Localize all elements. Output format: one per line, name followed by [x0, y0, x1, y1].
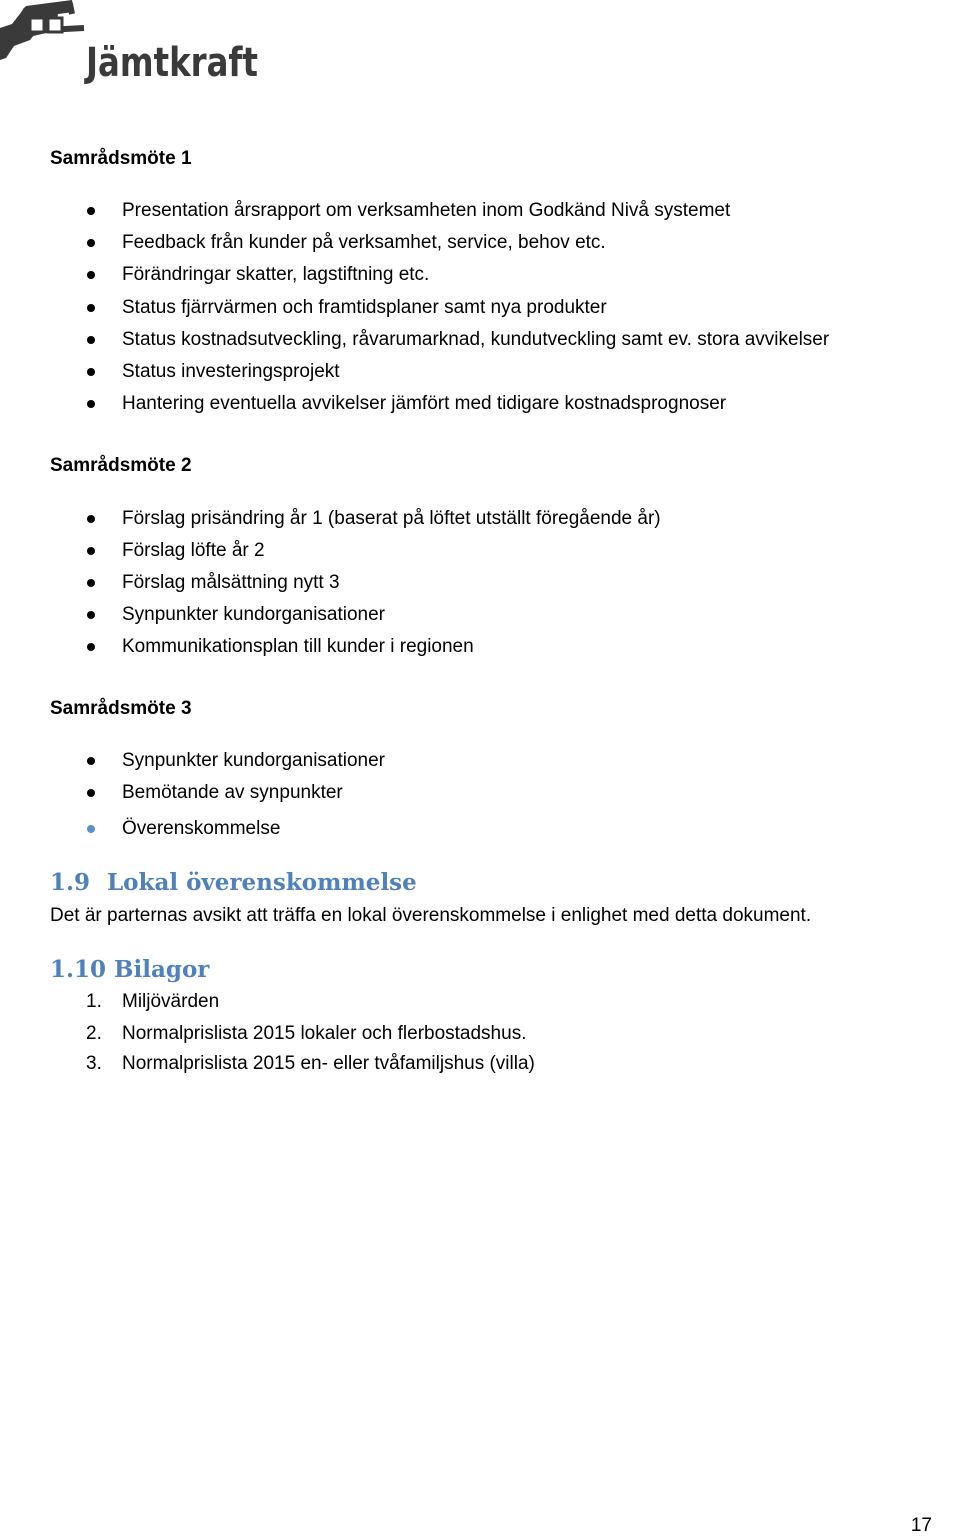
list-item: Status kostnadsutveckling, råvarumarknad, kundutveckling samt ev. stora avvikelser	[122, 329, 830, 350]
list-item: Bemötande av synpunkter	[122, 782, 343, 803]
list-item: Överenskommelse	[122, 818, 281, 839]
list-item: Status fjärrvärmen och framtidsplaner samt nya produkter	[122, 297, 607, 318]
list-item: Förändringar skatter, lagstiftning etc.	[122, 264, 430, 285]
bullet-icon	[87, 643, 95, 651]
bullet-icon	[87, 304, 95, 312]
list-item: Normalprislista 2015 lokaler och flerbostadshus.	[122, 1023, 527, 1044]
section-1-10-heading	[50, 957, 209, 983]
meeting-1-title: Samrådsmöte 1	[50, 148, 192, 169]
section-1-9-heading	[50, 870, 417, 896]
list-item: Förslag målsättning nytt 3	[122, 572, 340, 593]
list-item: Synpunkter kundorganisationer	[122, 750, 386, 771]
jamtkraft-logo	[0, 0, 262, 86]
section-title: Bilagor	[114, 956, 210, 983]
section-title: Lokal överenskommelse	[107, 869, 417, 896]
list-number: 2.	[86, 1023, 102, 1044]
list-item: Presentation årsrapport om verksamheten inom Godkänd Nivå systemet	[122, 200, 731, 221]
bullet-icon	[87, 547, 95, 555]
list-number: 1.	[86, 991, 102, 1012]
list-number: 3.	[86, 1053, 102, 1074]
bullet-icon	[87, 789, 95, 797]
bullet-icon	[87, 336, 95, 344]
bullet-icon	[87, 271, 95, 279]
list-item: Synpunkter kundorganisationer	[122, 604, 386, 625]
bullet-icon	[87, 825, 95, 833]
list-item: Förslag löfte år 2	[122, 540, 265, 561]
list-item: Status investeringsprojekt	[122, 361, 340, 382]
section-number: 1.10	[50, 956, 107, 983]
list-item: Hantering eventuella avvikelser jämfört med tidigare kostnadsprognoser	[122, 393, 727, 414]
list-item: Förslag prisändring år 1 (baserat på löftet utställt föregående år)	[122, 508, 661, 529]
logo-wordmark: Jämtkraft	[83, 40, 259, 86]
bullet-icon	[87, 515, 95, 523]
list-item: Miljövärden	[122, 991, 220, 1012]
list-item: Kommunikationsplan till kunder i regionen	[122, 636, 474, 657]
bullet-icon	[87, 400, 95, 408]
list-item: Feedback från kunder på verksamhet, service, behov etc.	[122, 232, 606, 253]
bullet-icon	[87, 207, 95, 215]
bullet-icon	[87, 579, 95, 587]
section-number: 1.9	[50, 869, 91, 896]
bullet-icon	[87, 239, 95, 247]
meeting-3-title: Samrådsmöte 3	[50, 698, 192, 719]
bullet-icon	[87, 757, 95, 765]
section-1-9-body: Det är parternas avsikt att träffa en lokal överenskommelse i enlighet med detta dokument.	[50, 905, 812, 926]
meeting-2-title: Samrådsmöte 2	[50, 455, 192, 476]
page-number: 17	[910, 1515, 932, 1536]
list-item: Normalprislista 2015 en- eller tvåfamiljshus (villa)	[122, 1053, 535, 1074]
bullet-icon	[87, 368, 95, 376]
bullet-icon	[87, 611, 95, 619]
